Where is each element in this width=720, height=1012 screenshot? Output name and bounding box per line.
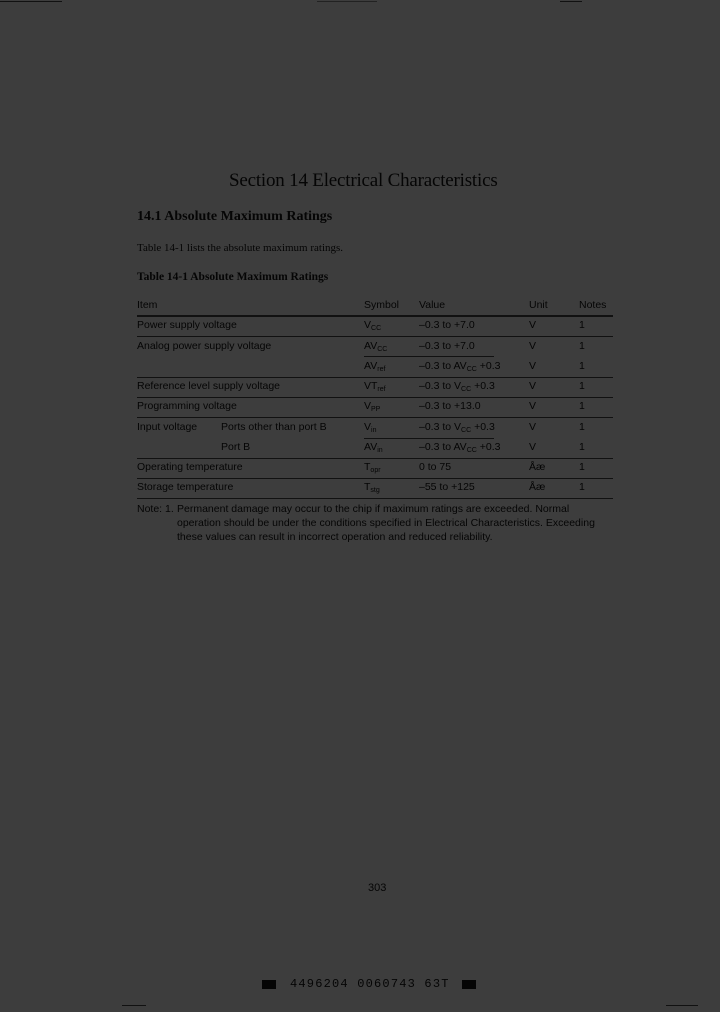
cell-notes: 1 — [579, 360, 585, 372]
value-subscript: CC — [461, 386, 472, 393]
cell-sub-item: Port B — [221, 441, 251, 453]
note-label: Note: 1. — [137, 503, 174, 515]
symbol-subscript: in — [371, 427, 377, 434]
symbol-subscript: opr — [370, 467, 381, 474]
symbol-base: VT — [364, 380, 378, 392]
value-text: –0.3 to AV — [419, 441, 467, 453]
symbol-base: V — [364, 319, 372, 331]
value-text: –0.3 to V — [419, 380, 462, 392]
cell-unit: V — [529, 360, 537, 372]
header-item: Item — [137, 299, 158, 311]
cell-unit: V — [529, 421, 537, 433]
symbol-subscript: in — [377, 447, 383, 454]
cell-notes: 1 — [579, 481, 585, 493]
cell-notes: 1 — [579, 461, 585, 473]
cell-value — [419, 400, 481, 412]
cell-unit: V — [529, 319, 537, 331]
cell-notes: 1 — [579, 400, 585, 412]
cell-value — [419, 481, 475, 493]
cell-symbol — [364, 461, 381, 474]
barcode-right-block — [462, 980, 476, 989]
cell-notes: 1 — [579, 421, 585, 433]
symbol-subscript: CC — [377, 346, 388, 353]
cell-notes: 1 — [579, 380, 585, 392]
page-number: 303 — [368, 882, 387, 894]
cell-symbol — [364, 481, 380, 494]
cell-symbol — [364, 441, 383, 454]
section-title: Section 14 Electrical Characteristics — [229, 170, 498, 191]
symbol-subscript: ref — [377, 366, 386, 373]
cell-symbol — [364, 340, 387, 353]
cell-unit: V — [529, 340, 537, 352]
intro-text: Table 14-1 lists the absolute maximum ratings. — [137, 242, 344, 254]
note-line-3: these values can result in incorrect operation and reduced reliability. — [177, 531, 493, 543]
value-subscript: CC — [461, 427, 472, 434]
value-text: –0.3 to +7.0 — [419, 340, 475, 352]
cell-unit: Åæ — [529, 461, 546, 473]
subsection-title: 14.1 Absolute Maximum Ratings — [137, 209, 333, 224]
symbol-subscript: CC — [371, 325, 382, 332]
cell-value — [419, 380, 495, 393]
cell-symbol — [364, 360, 385, 373]
value-text: –0.3 to +7.0 — [419, 319, 475, 331]
symbol-subscript: ref — [377, 386, 386, 393]
table-caption: Table 14-1 Absolute Maximum Ratings — [137, 271, 329, 283]
header-notes: Notes — [579, 299, 607, 311]
cell-value — [419, 441, 500, 454]
cell-symbol — [364, 421, 376, 434]
cell-notes: 1 — [579, 441, 585, 453]
symbol-subscript: stg — [370, 487, 380, 494]
cell-value — [419, 340, 475, 352]
cell-value — [419, 461, 451, 473]
symbol-subscript: PP — [371, 406, 381, 413]
cell-notes: 1 — [579, 340, 585, 352]
cell-item: Power supply voltage — [137, 319, 237, 331]
cell-item: Reference level supply voltage — [137, 380, 281, 392]
header-unit: Unit — [529, 299, 548, 311]
cell-notes: 1 — [579, 319, 585, 331]
value-text: –0.3 to AV — [419, 360, 467, 372]
cell-unit: V — [529, 400, 537, 412]
cell-symbol — [364, 400, 380, 413]
value-text: –0.3 to V — [419, 421, 462, 433]
cell-symbol — [364, 380, 386, 393]
cell-unit: V — [529, 441, 537, 453]
symbol-base: V — [364, 400, 372, 412]
cell-unit: Åæ — [529, 481, 546, 493]
value-text: 0 to 75 — [419, 461, 452, 473]
symbol-base: AV — [364, 340, 378, 352]
cell-item: Input voltage — [137, 421, 198, 433]
cell-item: Operating temperature — [137, 461, 243, 473]
cell-symbol — [364, 319, 381, 332]
symbol-base: AV — [364, 360, 378, 372]
cell-unit: V — [529, 380, 537, 392]
cell-value — [419, 360, 500, 373]
header-symbol: Symbol — [364, 299, 400, 311]
value-text: –0.3 to +13.0 — [419, 400, 481, 412]
value-subscript: CC — [466, 366, 477, 373]
header-value: Value — [419, 299, 446, 311]
symbol-base: T — [364, 461, 371, 473]
cell-value — [419, 319, 475, 331]
note-line-2: operation should be under the conditions specified in Electrical Characteristics. Exceeding — [177, 517, 595, 529]
value-text: –55 to +125 — [419, 481, 475, 493]
value-tail: +0.3 — [471, 421, 495, 433]
note-line-1: Permanent damage may occur to the chip if maximum ratings are exceeded. Normal — [177, 503, 570, 515]
cell-sub-item: Ports other than port B — [221, 421, 327, 433]
cell-item: Programming voltage — [137, 400, 237, 412]
symbol-base: T — [364, 481, 371, 493]
symbol-base: AV — [364, 441, 378, 453]
value-subscript: CC — [466, 447, 477, 454]
barcode-text: 4496204 0060743 63T — [290, 977, 450, 991]
barcode-left-block — [262, 980, 276, 989]
symbol-base: V — [364, 421, 372, 433]
cell-item: Storage temperature — [137, 481, 234, 493]
cell-value — [419, 421, 495, 434]
cell-item: Analog power supply voltage — [137, 340, 272, 352]
value-tail: +0.3 — [476, 360, 501, 372]
value-tail: +0.3 — [471, 380, 495, 392]
value-tail: +0.3 — [476, 441, 501, 453]
